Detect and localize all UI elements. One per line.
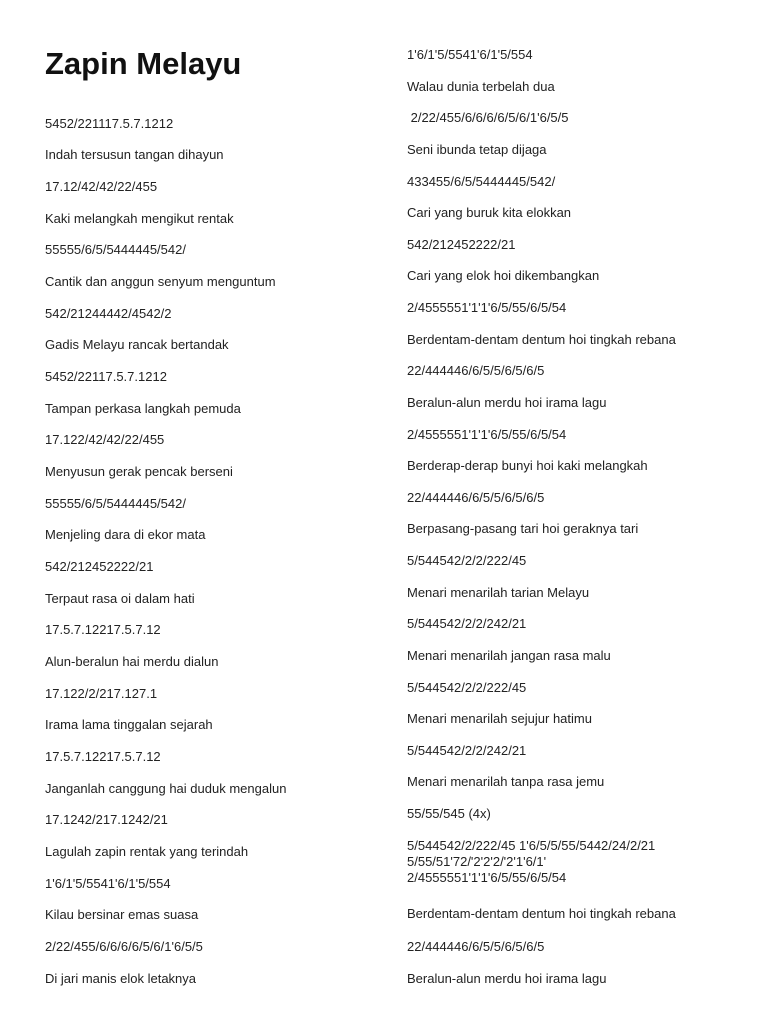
lyric-line: Beralun-alun merdu hoi irama lagu bbox=[407, 971, 607, 986]
lyric-line: 542/21244442/4542/2 bbox=[45, 306, 172, 321]
lyric-line: Kilau bersinar emas suasa bbox=[45, 907, 199, 922]
lyric-line: Cari yang buruk kita elokkan bbox=[407, 205, 572, 220]
lyric-line: 5/544542/2/222/45 1'6/5/5/55/5442/24/2/21 5/55/51'72/'2'2'2/'2'1'6/1' 2/4555551'1'1'6/5/55/6/5/54 bbox=[407, 838, 656, 885]
lyric-line: Irama lama tinggalan sejarah bbox=[45, 717, 213, 732]
lyric-line: Walau dunia terbelah dua bbox=[407, 79, 555, 94]
lyric-line: Berdentam-dentam dentum hoi tingkah rebana bbox=[407, 906, 676, 921]
lyric-line: Berpasang-pasang tari hoi geraknya tari bbox=[407, 521, 639, 536]
lyric-line: Menyusun gerak pencak berseni bbox=[45, 464, 233, 479]
lyric-line: Indah tersusun tangan dihayun bbox=[45, 147, 224, 162]
lyric-line: 17.122/2/217.127.1 bbox=[45, 686, 158, 701]
lyric-line: Kaki melangkah mengikut rentak bbox=[45, 211, 234, 226]
lyric-line: 17.12/42/42/22/455 bbox=[45, 179, 158, 194]
lyric-line: Menari menarilah tanpa rasa jemu bbox=[407, 774, 605, 789]
lyric-line: Gadis Melayu rancak bertandak bbox=[45, 337, 229, 352]
lyric-line: 542/212452222/21 bbox=[45, 559, 154, 574]
lyric-line: Cari yang elok hoi dikembangkan bbox=[407, 268, 600, 283]
lyric-line: 542/212452222/21 bbox=[407, 237, 516, 252]
lyric-line: Berderap-derap bunyi hoi kaki melangkah bbox=[407, 458, 648, 473]
lyric-line: 2/4555551'1'1'6/5/55/6/5/54 bbox=[407, 427, 567, 442]
lyric-line: 5/544542/2/2/242/21 bbox=[407, 616, 527, 631]
lyric-line: 55555/6/5/5444445/542/ bbox=[45, 242, 186, 257]
lyric-line: 17.5.7.12217.5.7.12 bbox=[45, 622, 161, 637]
lyric-line: 1'6/1'5/5541'6/1'5/554 bbox=[407, 47, 533, 62]
lyric-line: 17.122/42/42/22/455 bbox=[45, 432, 165, 447]
lyric-line: 5/544542/2/2/222/45 bbox=[407, 553, 527, 568]
lyric-line: 2/4555551'1'1'6/5/55/6/5/54 bbox=[407, 300, 567, 315]
lyric-line: 2/22/455/6/6/6/6/5/6/1'6/5/5 bbox=[407, 110, 569, 125]
lyric-line: Menjeling dara di ekor mata bbox=[45, 527, 206, 542]
lyric-line: Menari menarilah sejujur hatimu bbox=[407, 711, 592, 726]
lyric-line: 5452/22117.5.7.1212 bbox=[45, 369, 167, 384]
lyric-line: Janganlah canggung hai duduk mengalun bbox=[45, 781, 287, 796]
lyric-line: 17.5.7.12217.5.7.12 bbox=[45, 749, 161, 764]
lyric-line: 433455/6/5/5444445/542/ bbox=[407, 174, 556, 189]
lyric-line: Lagulah zapin rentak yang terindah bbox=[45, 844, 249, 859]
lyric-line: 22/444446/6/5/5/6/5/6/5 bbox=[407, 490, 545, 505]
lyric-line: 1'6/1'5/5541'6/1'5/554 bbox=[45, 876, 171, 891]
lyric-line: Seni ibunda tetap dijaga bbox=[407, 142, 547, 157]
lyric-line: Tampan perkasa langkah pemuda bbox=[45, 401, 241, 416]
lyric-line: 17.1242/217.1242/21 bbox=[45, 812, 168, 827]
lyric-line: 22/444446/6/5/5/6/5/6/5 bbox=[407, 939, 545, 954]
lyric-line: 55555/6/5/5444445/542/ bbox=[45, 496, 186, 511]
lyric-line: Menari menarilah jangan rasa malu bbox=[407, 648, 611, 663]
page-title: Zapin Melayu bbox=[45, 46, 242, 81]
lyric-line: 55/55/545 (4x) bbox=[407, 806, 491, 821]
lyric-line: Berdentam-dentam dentum hoi tingkah rebana bbox=[407, 332, 676, 347]
lyric-line: Menari menarilah tarian Melayu bbox=[407, 585, 590, 600]
lyric-line: Beralun-alun merdu hoi irama lagu bbox=[407, 395, 607, 410]
lyric-line: 22/444446/6/5/5/6/5/6/5 bbox=[407, 363, 545, 378]
lyric-line: Terpaut rasa oi dalam hati bbox=[45, 591, 195, 606]
lyric-line: 5/544542/2/2/222/45 bbox=[407, 680, 527, 695]
lyric-line: Cantik dan anggun senyum menguntum bbox=[45, 274, 276, 289]
lyric-line: 2/22/455/6/6/6/6/5/6/1'6/5/5 bbox=[45, 939, 203, 954]
lyric-line: Di jari manis elok letaknya bbox=[45, 971, 197, 986]
lyric-line: 5452/221117.5.7.1212 bbox=[45, 116, 174, 131]
lyric-line: 5/544542/2/2/242/21 bbox=[407, 743, 527, 758]
lyric-line: Alun-beralun hai merdu dialun bbox=[45, 654, 219, 669]
